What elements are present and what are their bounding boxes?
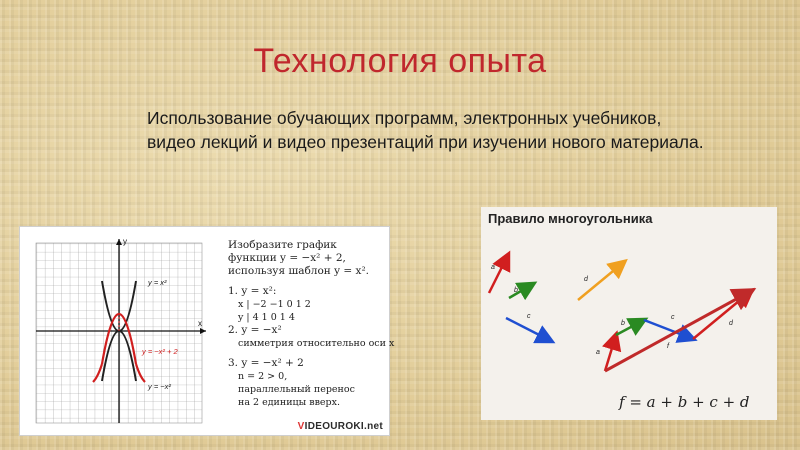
svg-text:b: b — [514, 287, 518, 294]
svg-text:a: a — [491, 264, 495, 271]
vector-image — [481, 207, 777, 420]
slide-description: Использование обучающих программ, электронных учебников, видео лекций и видео презентаций при изучении нового материала. — [147, 108, 704, 152]
graph-image — [19, 226, 395, 436]
svg-text:c: c — [527, 313, 531, 320]
vector-formula: f = a + b + c + d — [619, 393, 750, 411]
vector-f — [605, 291, 751, 371]
svg-text:c: c — [671, 314, 675, 321]
label-lower: y = −x² — [148, 382, 171, 391]
vector-c — [506, 318, 551, 341]
vector-b — [509, 284, 533, 298]
vector-diagram — [481, 207, 777, 420]
svg-text:b: b — [621, 320, 625, 327]
task-text: Изобразите график функции y = −x² + 2, используя шаблон y = x². 1. y = x²: x | −2 −1 0 1 2 y | 4 1 0 1 4 2. y = −x² симметрия относительно оси x 3. y = −x² + 2 n = 2 > 0, параллельный перенос на 2 единицы вверх. — [228, 239, 395, 408]
vector-title: Правило многоугольника — [488, 211, 653, 226]
slide-title: Технология опыта — [253, 42, 547, 80]
svg-text:d: d — [729, 320, 733, 327]
label-middle: y = −x² + 2 — [142, 347, 178, 356]
label-upper: y = x² — [148, 278, 167, 287]
axis-x-label: x — [198, 319, 202, 328]
svg-text:d: d — [584, 276, 588, 283]
svg-text:f: f — [667, 343, 669, 350]
svg-text:a: a — [596, 349, 600, 356]
axis-y-label: y — [123, 237, 127, 246]
videouroki-logo: VIDEOUROKI.net — [297, 421, 383, 432]
vector-a — [489, 255, 508, 293]
chain-d — [693, 291, 751, 339]
